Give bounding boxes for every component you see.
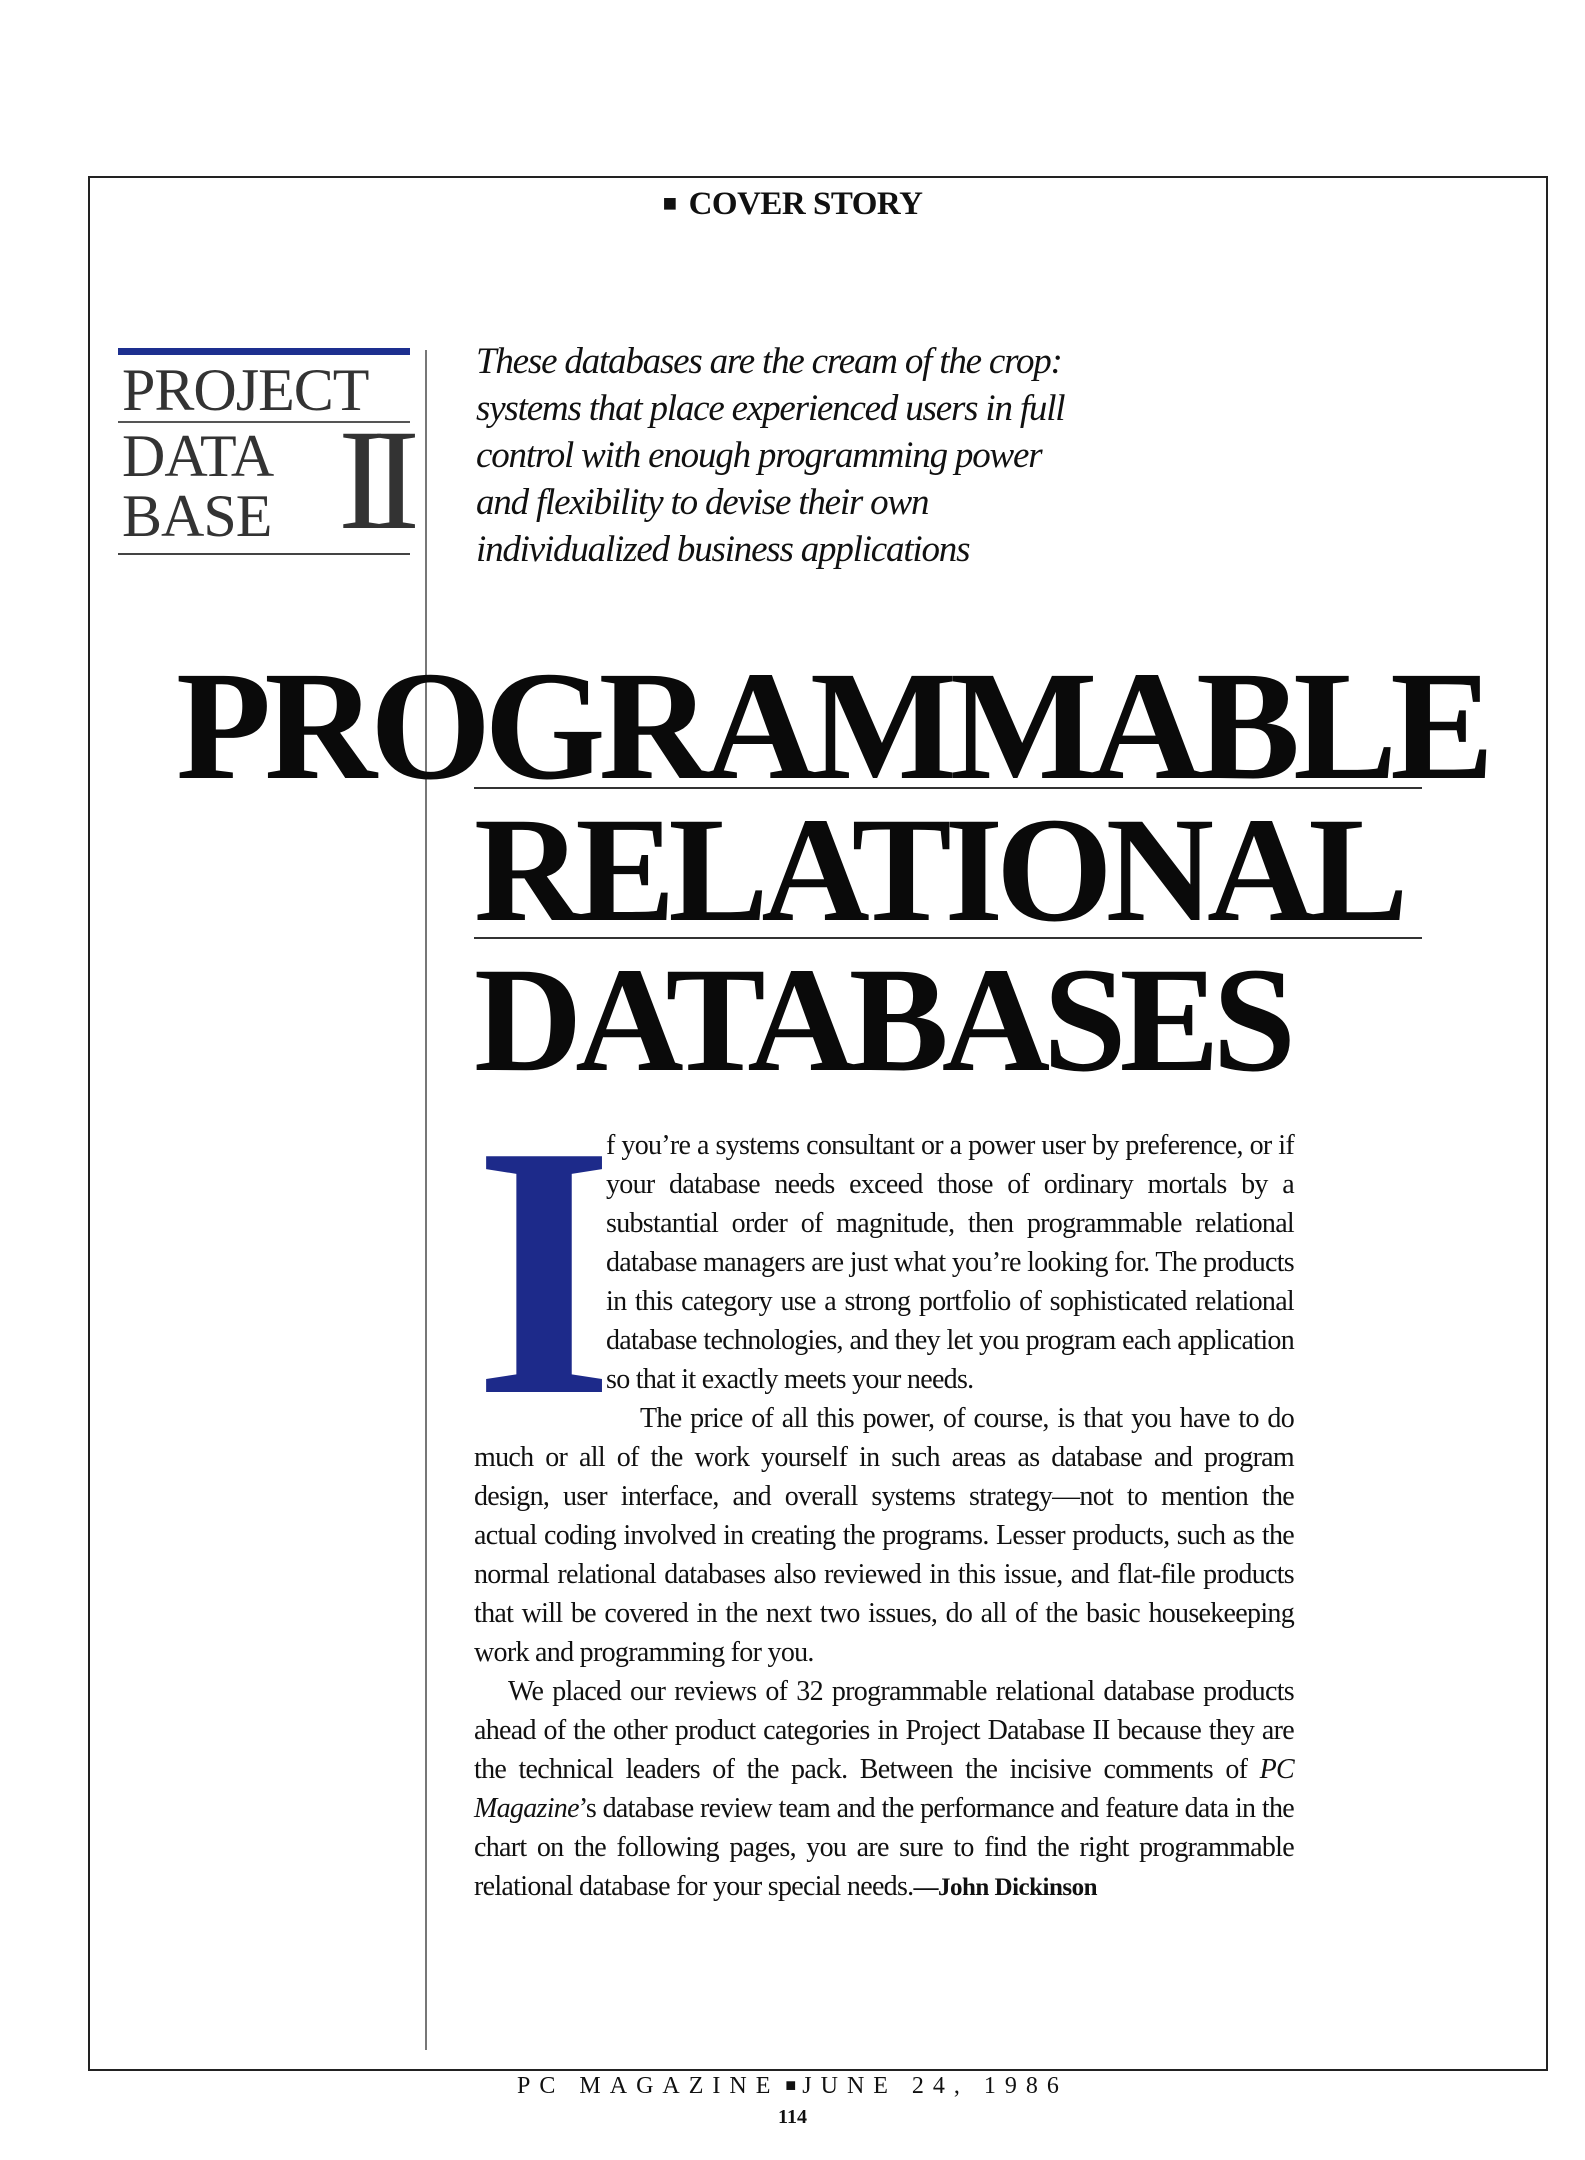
article-body xyxy=(474,1071,1294,1907)
headline-line-1: PROGRAMMABLE xyxy=(176,639,1488,812)
page-number: 114 xyxy=(778,2106,807,2128)
drop-cap: I xyxy=(474,1071,614,1470)
footer-date: JUNE 24, 1986 xyxy=(802,2073,1068,2099)
section-label xyxy=(0,186,1585,223)
square-bullet-icon: ■ xyxy=(785,2075,797,2095)
magazine-name: PC Magazine xyxy=(474,1754,1294,1824)
square-bullet-icon: ■ xyxy=(662,191,677,217)
paragraph-2: The price of all this power, of course, is that you have to do much or all of the work yourself in such areas as database and program design, user interface, and overall systems strategy—not to mention the actual coding involved in creating the programs. Lesser products, such as the normal relational databases also reviewed in this issue, and flat-file products that will be covered in the next two issues, do all of the basic housekeeping work and programming for you. xyxy=(474,1403,1294,1668)
paragraph-3 xyxy=(474,1672,1294,1907)
logo-numeral: II xyxy=(338,401,406,560)
deck-text: These databases are the cream of the crop: systems that place experienced users in full control with enough programming power and flexibility to devise their own individualized business applications xyxy=(476,341,1065,570)
headline-line-2: RELATIONAL xyxy=(474,787,1402,953)
paragraph-1-text: f you’re a systems consultant or a power user by preference, or if your database needs exceed those of ordinary mortals by a substantial order of magnitude, then programmable relational database managers are just what you’re looking for. The products in this category use a strong portfolio of sophisticated relational database technologies, and they let you program each application so that it exactly meets your needs. xyxy=(606,1130,1294,1395)
column-divider xyxy=(425,350,427,2050)
paragraph-3-text-b: ’s database review team and the performance and feature data in the chart on the following pages, you are sure to find the right programmable relational database for your special needs. xyxy=(474,1793,1294,1902)
section-label-text: COVER STORY xyxy=(688,186,923,222)
paragraph-3-text-a: We placed our reviews of 32 programmable relational database products ahead of the other product categories in Project Database II because they are the technical leaders of the pack. Between the incisive comments of xyxy=(474,1676,1294,1785)
logo-word-data: DATA xyxy=(122,423,274,489)
project-database-logo xyxy=(118,348,410,560)
byline: —John Dickinson xyxy=(913,1874,1098,1901)
footer-magazine: PC MAGAZINE xyxy=(517,2073,780,2099)
logo-word-base: BASE xyxy=(122,483,272,549)
logo-word-project: PROJECT xyxy=(122,357,369,423)
headline-line-3: DATABASES xyxy=(474,937,1290,1103)
paragraph-1 xyxy=(474,1071,1294,1470)
page-footer xyxy=(0,2073,1585,2100)
